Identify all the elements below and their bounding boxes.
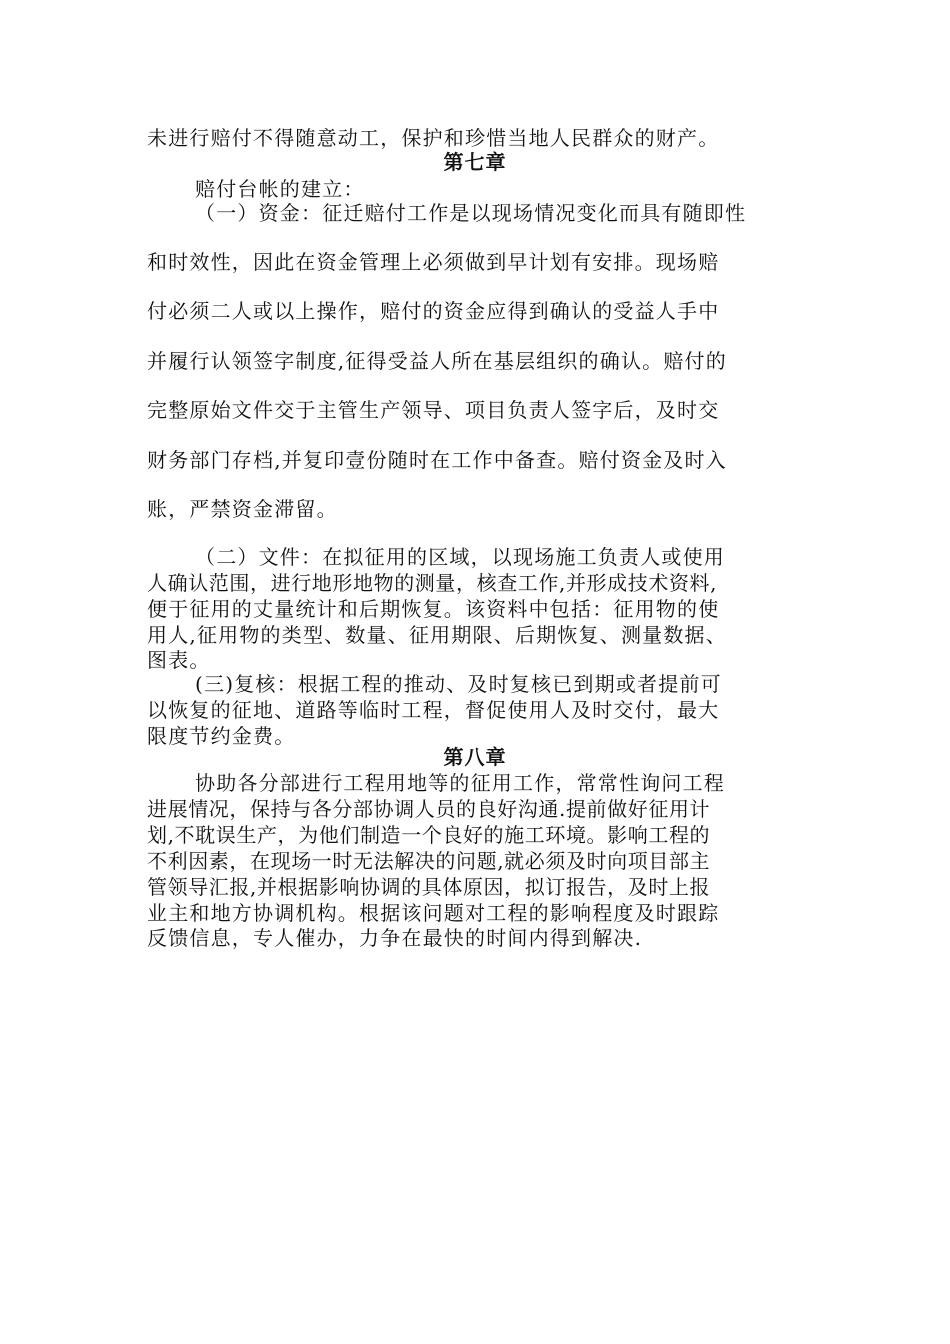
paragraph-line: 协助各分部进行工程用地等的征用工作，常常性询问工程 <box>195 771 725 795</box>
paragraph-line: 未进行赔付不得随意动工，保护和珍惜当地人民群众的财产。 <box>147 126 720 150</box>
paragraph-line: 财务部门存档,并复印壹份随时在工作中备查。赔付资金及时入 <box>147 448 727 472</box>
paragraph-line: 限度节约金费。 <box>147 724 296 748</box>
paragraph-line: 反馈信息，专人催办，力争在最快的时间内得到解决. <box>147 926 643 950</box>
paragraph-line: 进展情况，保持与各分部协调人员的良好沟通.提前做好征用计 <box>147 797 711 821</box>
paragraph-line: 以恢复的征地、道路等临时工程，督促使用人及时交付，最大 <box>147 698 720 722</box>
paragraph-line: （一）资金：征迁赔付工作是以现场情况变化而具有随即性 <box>195 201 747 225</box>
paragraph-line: 人确认范围，进行地形地物的测量，核查工作,并形成技术资料, <box>147 571 718 595</box>
paragraph-line: 图表。 <box>147 648 211 672</box>
chapter-seven-heading: 第七章 <box>443 150 507 174</box>
paragraph-line: 管领导汇报,并根据影响协调的具体原因，拟订报告，及时上报 <box>147 875 711 899</box>
paragraph-line: 付必须二人或以上操作，赔付的资金应得到确认的受益人手中 <box>147 299 720 323</box>
paragraph-line: 便于征用的丈量统计和后期恢复。该资料中包括：征用物的使 <box>147 597 720 621</box>
paragraph-line: 完整原始文件交于主管生产领导、项目负责人签字后，及时交 <box>147 398 720 422</box>
paragraph-line: 和时效性，因此在资金管理上必须做到早计划有安排。现场赔 <box>147 250 720 274</box>
paragraph-line: (三)复核：根据工程的推动、及时复核已到期或者提前可 <box>195 672 722 696</box>
paragraph-line: 业主和地方协调机构。根据该问题对工程的影响程度及时跟踪 <box>147 901 720 925</box>
paragraph-line: 并履行认领签字制度,征得受益人所在基层组织的确认。赔付的 <box>147 349 727 373</box>
paragraph-line: 不利因素，在现场一时无法解决的问题,就必须及时向项目部主 <box>147 849 711 873</box>
section-intro-line: 赔付台帐的建立： <box>195 177 365 201</box>
chapter-eight-heading: 第八章 <box>443 745 507 769</box>
paragraph-line: 划,不耽误生产，为他们制造一个良好的施工环境。影响工程的 <box>147 823 711 847</box>
paragraph-line: 账，严禁资金滞留。 <box>147 497 338 521</box>
paragraph-line: 用人,征用物的类型、数量、征用期限、后期恢复、测量数据、 <box>147 623 727 647</box>
paragraph-line: （二）文件：在拟征用的区域，以现场施工负责人或使用 <box>195 545 725 569</box>
